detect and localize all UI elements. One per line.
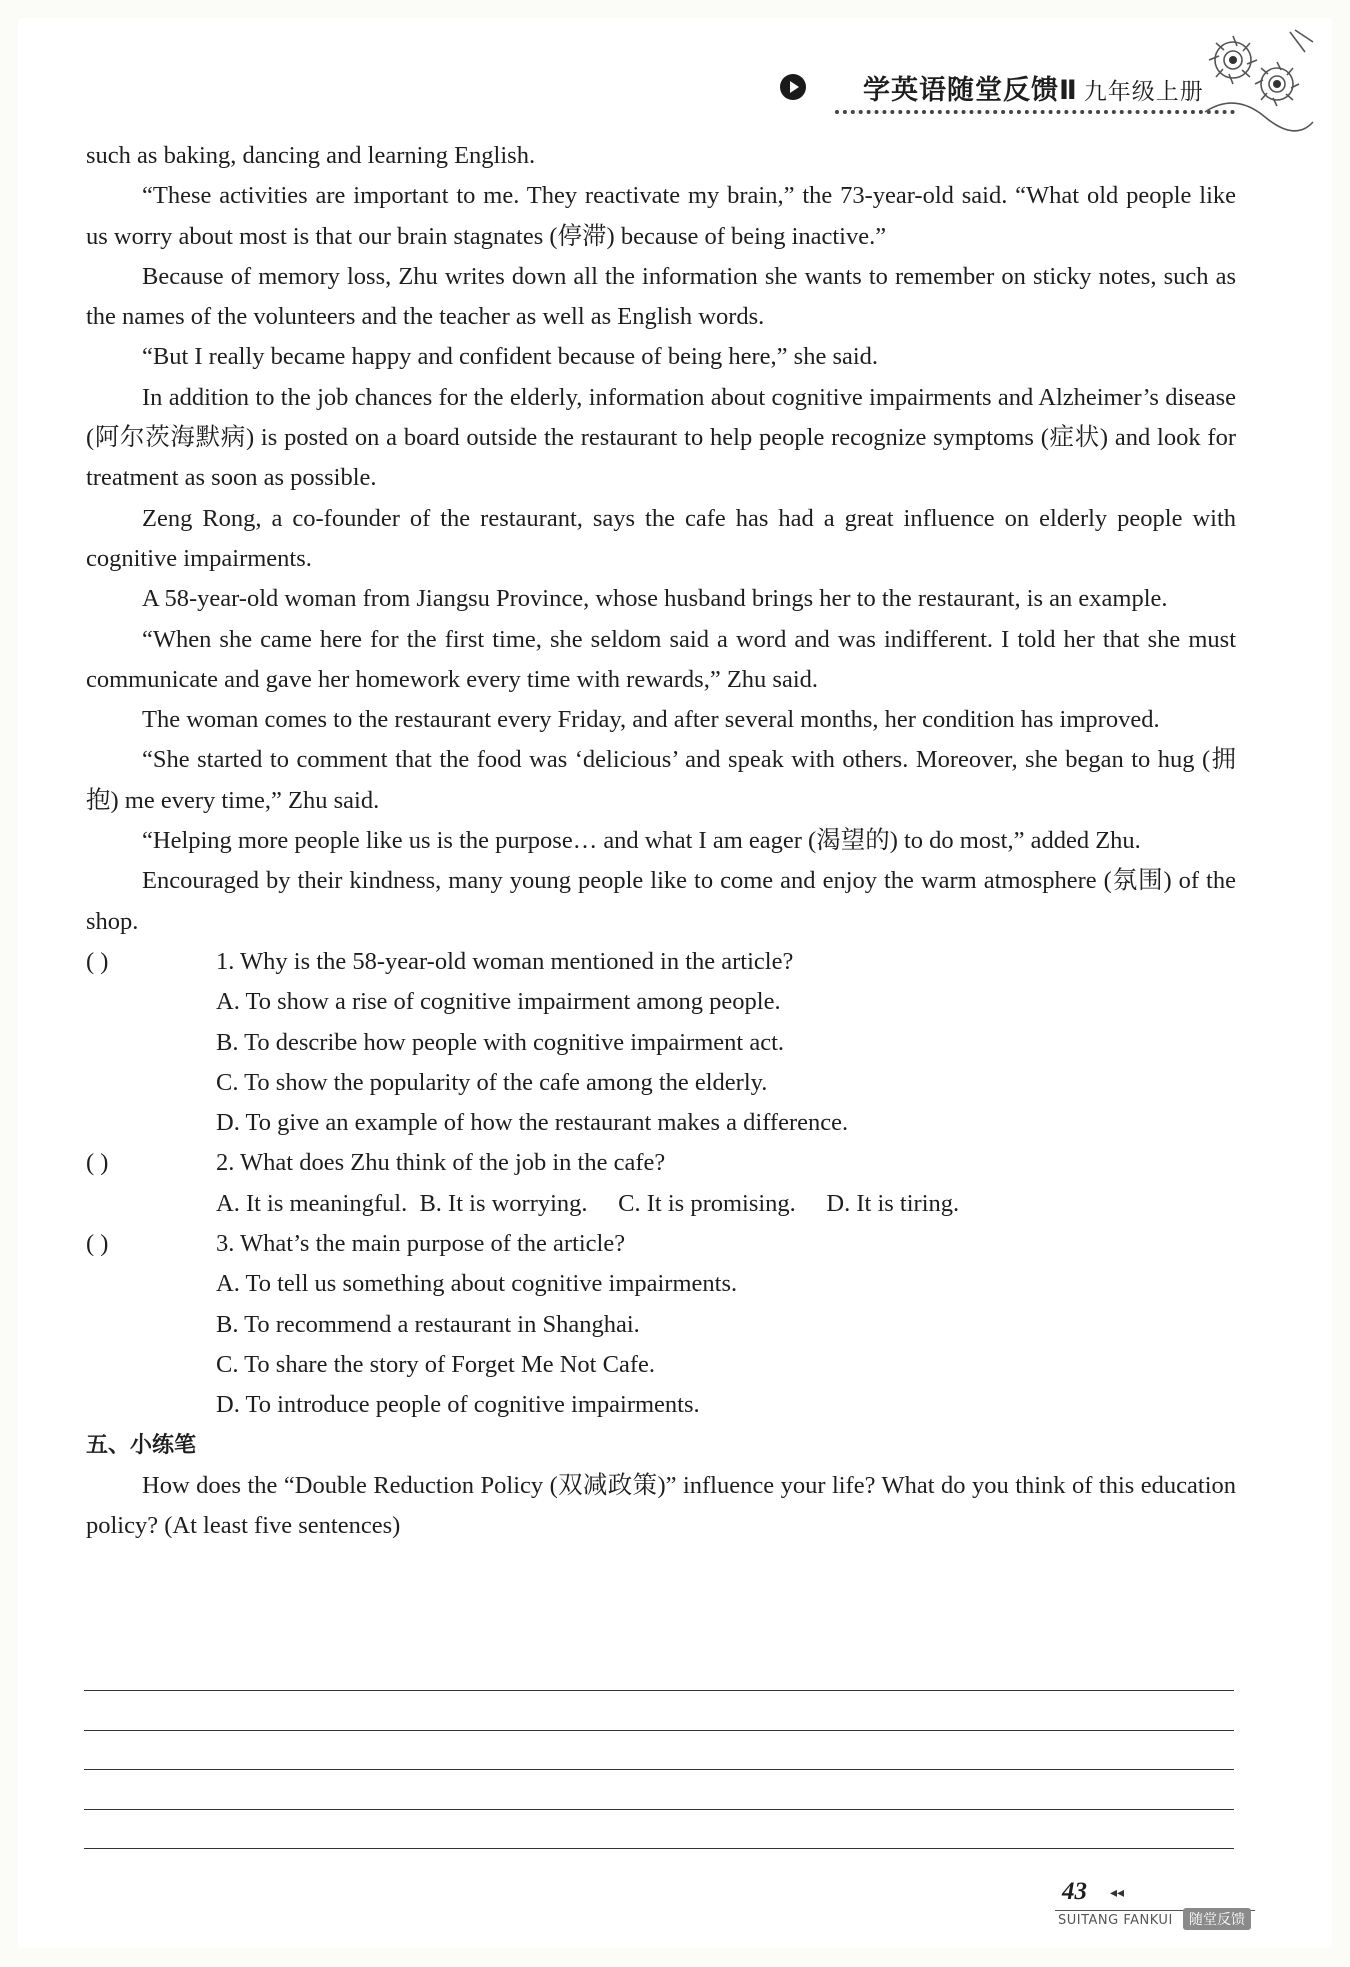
page-header bbox=[775, 58, 1205, 118]
footer-latin-text: SUITANG FANKUI bbox=[1058, 1913, 1173, 1928]
question-3 bbox=[86, 1224, 1236, 1264]
footer-badge: 随堂反馈 bbox=[1183, 1908, 1251, 1930]
writing-answer-area[interactable] bbox=[84, 1690, 1234, 1888]
answer-blank[interactable]: ( ) bbox=[86, 1230, 109, 1258]
option-c: C. To show the popularity of the cafe among the elderly. bbox=[216, 1068, 768, 1096]
reading-passage bbox=[86, 136, 1236, 1546]
paragraph: Because of memory loss, Zhu writes down all the information she wants to remember on sticky notes, such as the names of the volunteers and the teacher as well as English words. bbox=[86, 262, 1236, 331]
question-stem: 3. What’s the main purpose of the article? bbox=[216, 1230, 626, 1258]
book-title bbox=[863, 68, 1204, 107]
page-number: 43 bbox=[1062, 1878, 1087, 1905]
answer-line[interactable] bbox=[84, 1848, 1234, 1849]
answer-line[interactable] bbox=[84, 1730, 1234, 1731]
paragraph: Zeng Rong, a co-founder of the restaurant, says the cafe has had a great influence on elderly people with cognitive impairments. bbox=[86, 504, 1236, 572]
answer-line[interactable] bbox=[84, 1769, 1234, 1770]
option-d: D. To introduce people of cognitive impairments. bbox=[216, 1391, 700, 1419]
section-title: 五、小练笔 bbox=[86, 1432, 197, 1458]
writing-prompt: How does the “Double Reduction Policy (双减政策)” influence your life? What do you think of this education policy? (At least five sentences) bbox=[86, 1471, 1236, 1540]
option-a: A. To tell us something about cognitive impairments. bbox=[216, 1270, 738, 1298]
paragraph: In addition to the job chances for the elderly, information about cognitive impairments and Alzheimer’s disease (阿尔茨海默病) is posted on a board outside the restaurant to help people recognize symptoms (症状) and look for treatment as soon as possible. bbox=[86, 383, 1236, 492]
paragraph: “When she came here for the first time, she seldom said a word and was indifferent. I told her that she must communicate and gave her homework every time with rewards,” Zhu said. bbox=[86, 625, 1236, 693]
double-arrow-icon: ◂◂ bbox=[1110, 1885, 1125, 1901]
book-grade: 九年级上册 bbox=[1083, 79, 1204, 105]
answer-line[interactable] bbox=[84, 1809, 1234, 1810]
option-b: B. To recommend a restaurant in Shanghai. bbox=[216, 1310, 640, 1338]
paragraph: “But I really became happy and confident because of being here,” she said. bbox=[142, 343, 879, 371]
answer-line[interactable] bbox=[84, 1690, 1234, 1691]
paragraph: A 58-year-old woman from Jiangsu Province, whose husband brings her to the restaurant, is an example. bbox=[142, 585, 1168, 613]
option-c: C. To share the story of Forget Me Not Cafe. bbox=[216, 1350, 655, 1378]
answer-blank[interactable]: ( ) bbox=[86, 1149, 109, 1177]
paragraph: The woman comes to the restaurant every Friday, and after several months, her condition has improved. bbox=[142, 706, 1160, 734]
flower-decoration-icon bbox=[1195, 22, 1315, 132]
paragraph: such as baking, dancing and learning English. bbox=[86, 142, 536, 169]
book-title-main: 学英语随堂反馈Ⅱ bbox=[863, 75, 1078, 106]
option-b: B. To describe how people with cognitive impairment act. bbox=[216, 1028, 784, 1056]
question-stem: 1. Why is the 58-year-old woman mentioned in the article? bbox=[216, 947, 794, 975]
options-row: A. It is meaningful. B. It is worrying. C. It is promising. D. It is tiring. bbox=[216, 1189, 960, 1217]
option-a: A. To show a rise of cognitive impairment among people. bbox=[216, 988, 781, 1016]
option-d: D. To give an example of how the restaurant makes a difference. bbox=[216, 1109, 849, 1137]
header-dotted-rule bbox=[835, 110, 1235, 114]
play-icon bbox=[780, 74, 806, 100]
paragraph: Encouraged by their kindness, many young people like to come and enjoy the warm atmosphere (氛围) of the shop. bbox=[86, 867, 1236, 935]
paragraph: “These activities are important to me. They reactivate my brain,” the 73-year-old said. “What old people like us worry about most is that our brain stagnates (停滞) because of being inactive.” bbox=[86, 182, 1236, 250]
paragraph: “Helping more people like us is the purpose… and what I am eager (渴望的) to do most,” added Zhu. bbox=[142, 827, 1141, 855]
paragraph: “She started to comment that the food was ‘delicious’ and speak with others. Moreover, she began to hug (拥抱) me every time,” Zhu said. bbox=[86, 746, 1236, 814]
question-1 bbox=[86, 942, 1236, 982]
question-stem: 2. What does Zhu think of the job in the cafe? bbox=[216, 1149, 666, 1177]
question-2 bbox=[86, 1143, 1236, 1183]
answer-blank[interactable]: ( ) bbox=[86, 947, 109, 975]
